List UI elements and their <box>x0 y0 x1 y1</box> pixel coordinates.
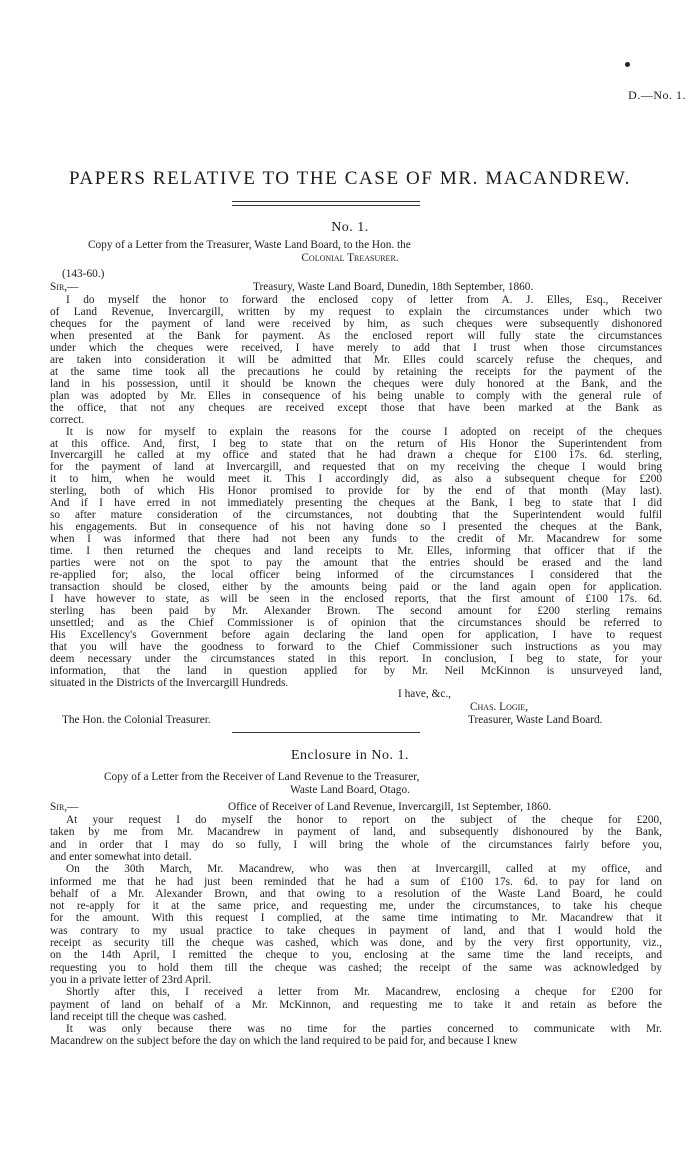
text-line: It is now for myself to explain the reasons for the course I adopted on receipt of the cheques <box>66 425 662 438</box>
text-line: that you will have the goodness to forward to the Chief Commissioner such instructions as you may <box>50 640 662 653</box>
enclosure-salutation: Sir,— <box>50 801 79 813</box>
text-line: deem necessary under the circumstances stated in this report. In conclusion, I beg to state, for your <box>50 652 662 665</box>
text-line: behalf of a Mr. Alexander Brown, and that owing to a resolution of the Waste Land Board, he could <box>50 887 662 900</box>
signature-title: Treasurer, Waste Land Board. <box>468 714 603 726</box>
text-line: unsettled; and as the Chief Commissioner is of opinion that the circumstances should be referred to <box>50 616 662 629</box>
text-line: time. I then returned the cheques and land receipts to Mr. Elles, informing that officer that if the <box>50 545 662 558</box>
text-line: sterling, both of which His Honor promised to provide for by the end of that month (May last). <box>50 485 662 498</box>
text-line: under which the cheques were received, I have merely to add that I trust when those circumstances <box>50 341 662 354</box>
text-line: transaction should be closed, either by the amounts being paid or the land again open for application. <box>50 581 662 594</box>
salutation: Sir,— <box>50 281 79 293</box>
text-line: correct. <box>50 413 85 426</box>
text-line: land receipt till the cheque was cashed. <box>50 1010 227 1023</box>
letter-subtitle-text: Copy of a Letter from the Treasurer, Waste Land Board, to the Hon. the <box>88 239 411 251</box>
text-line: at the same time took all the precautions he could by retaining the receipts for the payment of the <box>50 365 662 378</box>
text-line: sterling has been paid by Mr. Alexander Brown. The second amount for £200 sterling remains <box>50 604 662 617</box>
text-line: I have however to state, as will be seen in the enclosed reports, that the first amount of £100 17s. 6d. <box>50 593 662 605</box>
letter-address: Treasury, Waste Land Board, Dunedin, 18th September, 1860. <box>253 281 534 293</box>
text-line: parties were not on the spot to pay the amount that the entries should be erased and the land <box>50 557 662 570</box>
letter-heading: No. 1. <box>331 220 369 235</box>
page-reference: D.—No. 1. <box>628 88 686 102</box>
text-line: taken by me from Mr. Macandrew in payment of land, and subsequently dishonoured by the Bank, <box>50 826 662 839</box>
enclosure-subtitle-line1: Copy of a Letter from the Receiver of Land Revenue to the Treasurer, <box>104 771 420 783</box>
text-line: payment of land on behalf of a Mr. McKinnon, and requesting me to take it and retain as before the <box>50 998 662 1011</box>
addressee: The Hon. the Colonial Treasurer. <box>62 714 211 726</box>
reference-number: (143-60.) <box>62 268 105 280</box>
text-line: And if I have erred in not immediately presenting the cheques at the Bank, I beg to state that I did <box>50 497 662 510</box>
text-line: for the amount. With this request I complied, at the same time intimating to Mr. Macandrew that it <box>50 912 662 925</box>
text-line: It was only because there was no time for the parties concerned to communicate with Mr. <box>66 1023 662 1036</box>
section-rule <box>232 732 420 733</box>
text-line: on the 14th April, I remitted the cheque to you, enclosing at the same time the land receipts, and <box>50 949 662 962</box>
letter-subtitle-line2: Colonial Treasurer. <box>301 252 399 264</box>
ink-dot <box>625 62 630 67</box>
enclosure-address: Office of Receiver of Land Revenue, Invercargill, 1st September, 1860. <box>228 801 552 813</box>
text-line: At your request I do myself the honor to report on the subject of the cheque for £200, <box>66 814 662 826</box>
text-line: it to him, when he would meet it. This I accordingly did, as also a subsequent cheque for £200 <box>50 473 662 486</box>
text-line: was contrary to my usual practice to take cheques in payment of land, and that I would hold the <box>50 924 662 937</box>
document-title: PAPERS RELATIVE TO THE CASE OF MR. MACANDREW. <box>68 168 632 189</box>
text-line: informed me that he had just been reminded that he had a sum of £100 17s. 6d. to pay for land on <box>50 875 662 888</box>
text-line: at this office. And, first, I beg to state that on the return of His Honor the Superintendent from <box>50 437 662 450</box>
text-line: and in order that I may do so fully, I will bring the whole of the circumstances fairly before you, <box>50 838 662 851</box>
text-line: On the 30th March, Mr. Macandrew, who was then at Invercargill, called at my office, and <box>66 863 662 876</box>
text-line: requesting you to hold them till the cheque was cashed; the receipt of the same was acknowledged by <box>50 961 662 974</box>
text-line: you in a private letter of 23rd April. <box>50 973 212 986</box>
text-line: not re-apply for it at the same price, and requesting me, under the circumstances, to take his cheque <box>50 900 662 913</box>
text-line: the office, that not any cheques are received except those that have been marked at the Bank as <box>50 401 662 414</box>
text-line: re-applied for; also, the local officer being informed of the circumstances I considered that the <box>50 569 662 582</box>
text-line: situated in the Districts of the Invercargill Hundreds. <box>50 676 289 689</box>
text-line: plan was adopted by Mr. Elles in consequence of his being unable to comply with the general rule of <box>50 389 662 402</box>
title-rule <box>232 201 420 206</box>
letter-subtitle-line1 <box>88 239 411 251</box>
text-line: cheques for the payment of land were received by him, as such cheques were subsequently dishonored <box>50 317 662 330</box>
text-line: land in his possession, until it should be known the cheques were duly honored at the Bank, and the <box>50 377 662 390</box>
text-line: receipt as security till the cheque was cashed, which was done, and by the very first opportunity, viz., <box>50 937 662 949</box>
text-line: are taken into consideration it will be admitted that Mr. Elles could scarcely refuse the cheques, and <box>50 353 662 366</box>
text-line: so after mature consideration of the circumstances, not doubting that the Superintendent would fulfil <box>50 509 662 522</box>
text-line: when presented at the Bank for payment. As the enclosed report will fully state the circumstances <box>50 329 662 342</box>
text-line: Invercargill he called at my office and stated that he had drawn a cheque for £100 17s. 6d. sterling, <box>50 449 662 462</box>
signature-name: Chas. Logie, <box>470 701 529 713</box>
text-line: his engagements. But in consequence of his not having done so I presented the cheques at the Bank, <box>50 521 662 534</box>
text-line: I do myself the honor to forward the enclosed copy of letter from A. J. Elles, Esq., Receiver <box>66 294 662 306</box>
text-line: and enter somewhat into detail. <box>50 850 192 863</box>
text-line: when I was informed that there had not been any funds to the credit of Mr. Macandrew for some <box>50 533 662 546</box>
text-line: of Land Revenue, Invercargill, written by my request to explain the circumstances under which two <box>50 305 662 318</box>
text-line: for the payment of land at Invercargill, and requested that on my receiving the cheque I would bring <box>50 461 662 474</box>
text-line: Shortly after this, I received a letter from Mr. Macandrew, enclosing a cheque for £200 for <box>66 986 662 999</box>
text-line: information, that the land in question applied for by Mr. Neil McKinnon is unsurveyed land, <box>50 664 662 677</box>
enclosure-heading: Enclosure in No. 1. <box>291 748 409 763</box>
text-line: Macandrew on the subject before the day on which the land required to be paid for, and because I knew <box>50 1035 518 1048</box>
text-line: His Excellency's Government before again declaring the land open for application, I have to request <box>50 628 662 641</box>
enclosure-subtitle-line2: Waste Land Board, Otago. <box>290 784 410 796</box>
closing: I have, &c., <box>398 688 452 700</box>
